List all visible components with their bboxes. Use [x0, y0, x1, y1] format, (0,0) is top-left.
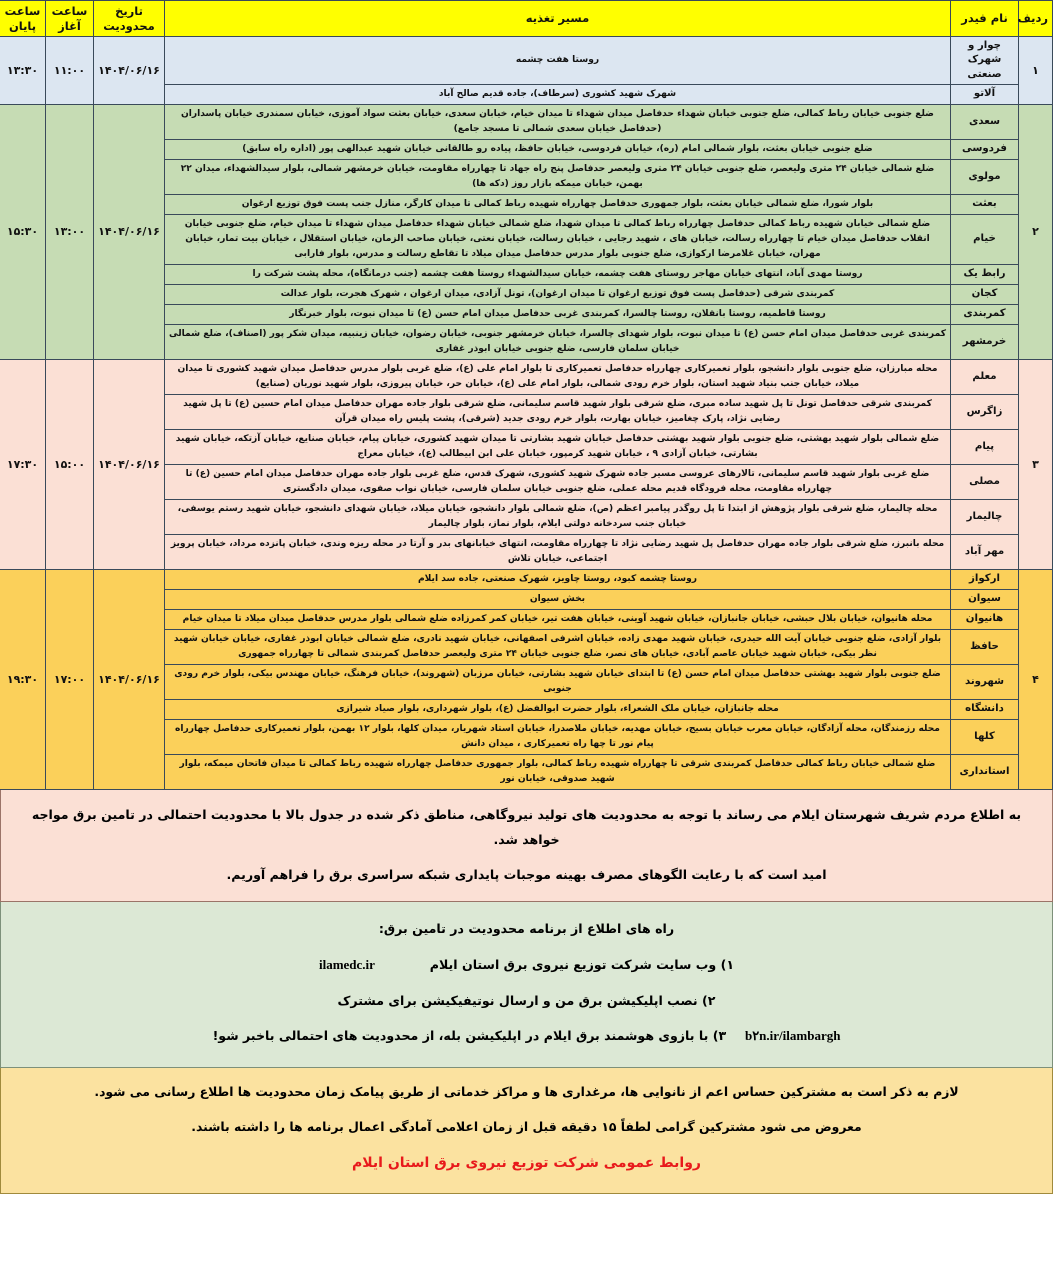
route-cell: محله مبارزان، ضلع جنوبی بلوار دانشجو، بلوار تعمیرکاری چهارراه حدفاصل تعمیرکاری تا بلوار امام علی (ع)، ضلع غربی بلوار مدرس حدفاصل میدان شهید کشوری تا میدان میلاد، خیابان جنب بنیاد شهید استان، بلوار خرم رودی شمالی، بلوار امام علی (ع)، خیابان حر، خیابان پیروزی، بلوار شهید نوریان (صنایع)	[165, 359, 951, 394]
start-time-cell: ۱۱:۰۰	[46, 37, 94, 105]
end-time-cell: ۱۷:۳۰	[0, 359, 46, 569]
feeder-name-cell: مهر آباد	[951, 534, 1019, 569]
route-cell: ضلع غربی بلوار شهید قاسم سلیمانی، تالارهای عروسی مسیر جاده شهرک شهید کشوری، شهرک قدس، ضلع غربی بلوار جاده مهران حدفاصل میدان امام حسین (ع) تا چهارراه مقاومت، محله فرودگاه قدیم محله عملی، ضلع جنوبی خیابان سلمان فارسی، خیابان نواب صفوی، میدان دادگستری	[165, 464, 951, 499]
notice-green-item-3	[17, 1023, 1036, 1049]
route-cell: ضلع شمالی خیابان شهیده رباط کمالی حدفاصل چهارراه رباط کمالی تا میدان شهدا، ضلع شمالی خیابان شهداء حدفاصل میدان شهداء تا میدان خیام، ضلع جنوبی خیابان انقلاب حدفاصل میدان خیام تا چهارراه رسالت، خیابان های ، شهید رجایی ، خیابان رسالت، خیابان نعتی، خیابان صاحب الزمان، خیابان استقلال ، خیابان بیت تمار، خیابان مهران، خیابان غلامرضا ارکوازی، ضلع جنوبی بلوار مدرس حدفاصل میدان میلاد تا تقاطع رسالت و مدرس، بلوار فارابی	[165, 214, 951, 264]
row-index-cell: ۲	[1019, 104, 1053, 359]
end-time-cell: ۱۳:۳۰	[0, 37, 46, 105]
route-cell: روستا هفت چشمه	[165, 37, 951, 85]
table-row	[0, 104, 1053, 139]
notice-green-item-3-text: ۳) با بازوی هوشمند برق ایلام در اپلیکیشن بله، از محدودیت های احتمالی باخبر شو!	[212, 1027, 727, 1043]
route-cell: کمربندی شرقی (حدفاصل پست فوق توزیع ارغوان تا میدان ارغوان)، تونل آزادی، میدان ارغوان ، شهرک هجرت، بلوار عدالت	[165, 284, 951, 304]
date-cell: ۱۴۰۴/۰۶/۱۶	[94, 569, 165, 789]
feeder-name-cell: مولوی	[951, 159, 1019, 194]
route-cell: محله رزمندگان، محله آزادگان، خیابان معرب خیابان بسیج، خیابان مهدیه، خیابان ملاصدرا، خیابان استاد شهریار، میدان کلها، بلوار ۱۲ بهمن، بلوار تعمیرکاری حدفاصل چهارراه پیام نور تا چها راه تعمیرکاری ، میدان دانش	[165, 719, 951, 754]
feeder-name-cell: رابط یک	[951, 264, 1019, 284]
route-cell: کمربندی شرقی حدفاصل تونل تا پل شهید ساده مبری، ضلع شرقی بلوار شهید قاسم سلیمانی، ضلع شرقی بلوار جاده مهران حدفاصل میدان امام حسین (ع) تا پل شهید رضایی نژاد، پارک چغامیز، خیابان بهارت، بلوار خرم رودی جدید (شرقی)، پشت پلیس راه میدان قرآن	[165, 394, 951, 429]
feeder-name-cell: مصلی	[951, 464, 1019, 499]
notice-yellow	[0, 1068, 1053, 1195]
header-date: تاریخ محدودیت	[94, 1, 165, 37]
end-time-cell: ۱۹:۳۰	[0, 569, 46, 789]
feeder-name-cell: زاگرس	[951, 394, 1019, 429]
feeder-name-cell: سعدی	[951, 104, 1019, 139]
route-cell: محله هانیوان، خیابان بلال حبشی، خیابان جانبازان، خیابان شهید آوینی، خیابان هفت تیر، خیابان کمر کمرزاده ضلع شمالی بلوار مدرس حدفاصل میدان میلاد تا میدان خیام	[165, 609, 951, 629]
route-cell: ضلع شمالی بلوار شهید بهشتی، ضلع جنوبی بلوار شهید بهشتی حدفاصل خیابان شهید بشارتی تا میدان شهید کشوری، خیابان پیام، خیابان صنایع، خیابان آزتکه، خیابان شهید بشارتی، خیابان آزادی ۹ ، خیابان شهید کرمپور، خیابان علی ابن ابیطالب (ع)، خیابان معراج	[165, 429, 951, 464]
route-cell: محله چالیمار، ضلع شرقی بلوار پژوهش از ابتدا تا پل روگذر پیامبر اعظم (ص)، ضلع شمالی بلوار دانشجو، خیابان میلاد، خیابان شهدای دانشجو، خیابان شهید رستم یوسفی، خیابان جنب سردخانه دولتی ایلام، بلوار نماز، بلوار چالیمار	[165, 499, 951, 534]
feeder-name-cell: دانشگاه	[951, 699, 1019, 719]
start-time-cell: ۱۵:۰۰	[46, 359, 94, 569]
notice-pink-line: امید است که با رعایت الگوهای مصرف بهینه موجبات پایداری شبکه سراسری برق را فراهم آوریم.	[226, 867, 827, 883]
table-body	[0, 37, 1053, 790]
feeder-name-cell: کلها	[951, 719, 1019, 754]
signature-line: روابط عمومی شرکت توزیع نیروی برق استان ایلام	[352, 1155, 701, 1172]
feeder-name-cell: حافظ	[951, 629, 1019, 664]
feeder-name-cell: استانداری	[951, 754, 1019, 789]
route-cell: بخش سیوان	[165, 589, 951, 609]
feeder-name-cell: چوار و شهرک صنعتی	[951, 37, 1019, 85]
bale-bot-link[interactable]: b۲n.ir/ilambargh	[744, 1027, 841, 1043]
notice-green-title: راه های اطلاع از برنامه محدودیت در تامین برق:	[378, 921, 675, 937]
notice-pink-line: به اطلاع مردم شریف شهرستان ایلام می رساند با توجه به محدودیت های تولید نیروگاهی، مناطق ذکر شده در جدول بالا با محدودیت احتمالی در تامین برق مواجه خواهد شد.	[31, 806, 1022, 848]
notice-green-item-2: ۲) نصب اپلیکیشن برق من و ارسال نوتیفیکیشن برای مشترک	[337, 992, 716, 1008]
feeder-name-cell: پیام	[951, 429, 1019, 464]
date-cell: ۱۴۰۴/۰۶/۱۶	[94, 37, 165, 105]
route-cell: روستا مهدی آباد، انتهای خیابان مهاجر روستای هفت چشمه، خیابان سیدالشهداء روستا هفت چشمه (جنب درمانگاه)، محله پشت شرکت را	[165, 264, 951, 284]
feeder-name-cell: چالیمار	[951, 499, 1019, 534]
route-cell: ضلع شمالی خیابان رباط کمالی حدفاصل کمربندی شرقی تا چهارراه شهیده رباط کمالی، بلوار جمهوری حدفاصل چهارراه شهیده رباط کمالی تا میدان فاتحان میمکه، بلوار شهید صدوقی، خیابان نور	[165, 754, 951, 789]
route-cell: محله بانبرز، ضلع شرقی بلوار جاده مهران حدفاصل پل شهید رضایی نژاد تا چهارراه مقاومت، انتهای خیابانهای بدر و آرتا در محله ریزه وندی، خیابان پانزده مرداد، خیابان پرویز اجتماعی، خیابان تلاش	[165, 534, 951, 569]
feeder-name-cell: شهروند	[951, 664, 1019, 699]
header-radif: ردیف	[1019, 1, 1053, 37]
feeder-name-cell: خرمشهر	[951, 324, 1019, 359]
route-cell: بلوار شورا، ضلع شمالی خیابان بعثت، بلوار جمهوری حدفاصل چهارراه شهیده رباط کمالی تا میدان کارگر، منازل جنب پست فوق توزیع ارغوان	[165, 194, 951, 214]
website-link[interactable]: ilamedc.ir	[318, 956, 375, 972]
row-index-cell: ۱	[1019, 37, 1053, 105]
table-header	[0, 1, 1053, 37]
table-row	[0, 37, 1053, 85]
notice-green	[0, 902, 1053, 1067]
route-cell: کمربندی غربی حدفاصل میدان امام حسن (ع) تا میدان نبوت، بلوار شهدای چالسرا، خیابان خرمشهر جنوبی، خیابان رضوان، خیابان زینبیه، میدان شکر پور (اصناف)، ضلع شمالی خیابان سلمان فارسی، ضلع جنوبی خیابان ابوذر غفاری	[165, 324, 951, 359]
route-cell: بلوار آزادی، ضلع جنوبی خیابان آیت الله حیدری، خیابان شهید مهدی زاده، خیابان اشرفی اصفهانی، خیابان شهید نادری، ضلع شمالی خیابان ابوذر غفاری، خیابان خیابان شهید نظر بیکی، خیابان شهید خیابان عاصم آبادی، خیابان های نصر، ضلع جنوبی خیابان ۲۴ متری ولیعصر حدفاصل کمربندی شمالی تا چهارراه جمهوری	[165, 629, 951, 664]
route-cell: روستا چشمه کبود، روستا چاویز، شهرک صنعتی، جاده سد ایلام	[165, 569, 951, 589]
header-route: مسیر تغذیه	[165, 1, 951, 37]
date-cell: ۱۴۰۴/۰۶/۱۶	[94, 104, 165, 359]
notice-yellow-line: معروض می شود مشترکین گرامی لطفاً ۱۵ دقیقه قبل از زمان اعلامی آمادگی اعمال برنامه ها را داشته باشند.	[191, 1118, 862, 1134]
header-end-time: ساعت پایان	[0, 1, 46, 37]
feeder-name-cell: هانیوان	[951, 609, 1019, 629]
table-row	[0, 359, 1053, 394]
feeder-name-cell: بعثت	[951, 194, 1019, 214]
end-time-cell: ۱۵:۳۰	[0, 104, 46, 359]
feeder-name-cell: سیوان	[951, 589, 1019, 609]
header-start-time: ساعت آغاز	[46, 1, 94, 37]
feeder-name-cell: معلم	[951, 359, 1019, 394]
date-cell: ۱۴۰۴/۰۶/۱۶	[94, 359, 165, 569]
table-row	[0, 569, 1053, 589]
route-cell: ضلع شمالی خیابان ۲۴ متری ولیعصر، ضلع جنوبی خیابان ۲۴ متری ولیعصر حدفاصل پنج راه جهاد تا چهارراه مقاومت، خیابان خرمشهر شمالی، بلوار سیدالشهداء، میدان ۲۲ بهمن، خیابان میمکه بازار روز (دکه ها)	[165, 159, 951, 194]
start-time-cell: ۱۷:۰۰	[46, 569, 94, 789]
route-cell: ضلع جنوبی بلوار شهید بهشتی حدفاصل میدان امام حسن (ع) تا ابتدای خیابان شهید بشارتی، خیابان مرزبان (شهروند)، خیابان فرهنگ، خیابان مهندس بیکی، بلوار خرم رودی جنوبی	[165, 664, 951, 699]
start-time-cell: ۱۳:۰۰	[46, 104, 94, 359]
route-cell: ضلع جنوبی خیابان رباط کمالی، ضلع جنوبی خیابان شهداء حدفاصل میدان شهداء تا میدان خیام، خیابان سعدی، خیابان بعثت سواد آموزی، خیابان سمندری خیابان پاسداران (حدفاصل خیابان سعدی شمالی تا مسجد جامع)	[165, 104, 951, 139]
row-index-cell: ۳	[1019, 359, 1053, 569]
notice-green-item-1-text: ۱) وب سایت شرکت توزیع نیروی برق استان ایلام	[429, 956, 735, 972]
header-feeder-name: نام فیدر	[951, 1, 1019, 37]
header-row	[0, 1, 1053, 37]
route-cell: ضلع جنوبی خیابان بعثت، بلوار شمالی امام (ره)، خیابان فردوسی، خیابان حافظ، پیاده رو طالقانی خیابان شهید عبدالهی پور (اداره راه سابق)	[165, 139, 951, 159]
route-cell: محله جانبازان، خیابان ملک الشعراء، بلوار حضرت ابوالفضل (ع)، بلوار شهرداری، بلوار صیاد شیرازی	[165, 699, 951, 719]
notice-pink	[0, 790, 1053, 903]
feeder-name-cell: فردوسی	[951, 139, 1019, 159]
feeder-name-cell: آلاتو	[951, 84, 1019, 104]
route-cell: روستا قاطمیه، روستا بانقلان، روستا چالسرا، کمربندی غربی حدفاصل میدان امام حسن (ع) تا میدان نبوت، بلوار خبرنگار	[165, 304, 951, 324]
notice-yellow-line: لازم به ذکر است به مشترکین حساس اعم از نانوایی ها، مرغداری ها و مراکز خدماتی از طریق پیامک زمان محدودیت ها اطلاع رسانی می شود.	[94, 1083, 959, 1099]
row-index-cell: ۴	[1019, 569, 1053, 789]
feeder-name-cell: کمربندی	[951, 304, 1019, 324]
notice-green-item-1	[17, 952, 1036, 978]
feeder-name-cell: خیام	[951, 214, 1019, 264]
route-cell: شهرک شهید کشوری (سرطاف)، جاده قدیم صالح آباد	[165, 84, 951, 104]
feeder-name-cell: کجان	[951, 284, 1019, 304]
feeder-name-cell: ارکواز	[951, 569, 1019, 589]
